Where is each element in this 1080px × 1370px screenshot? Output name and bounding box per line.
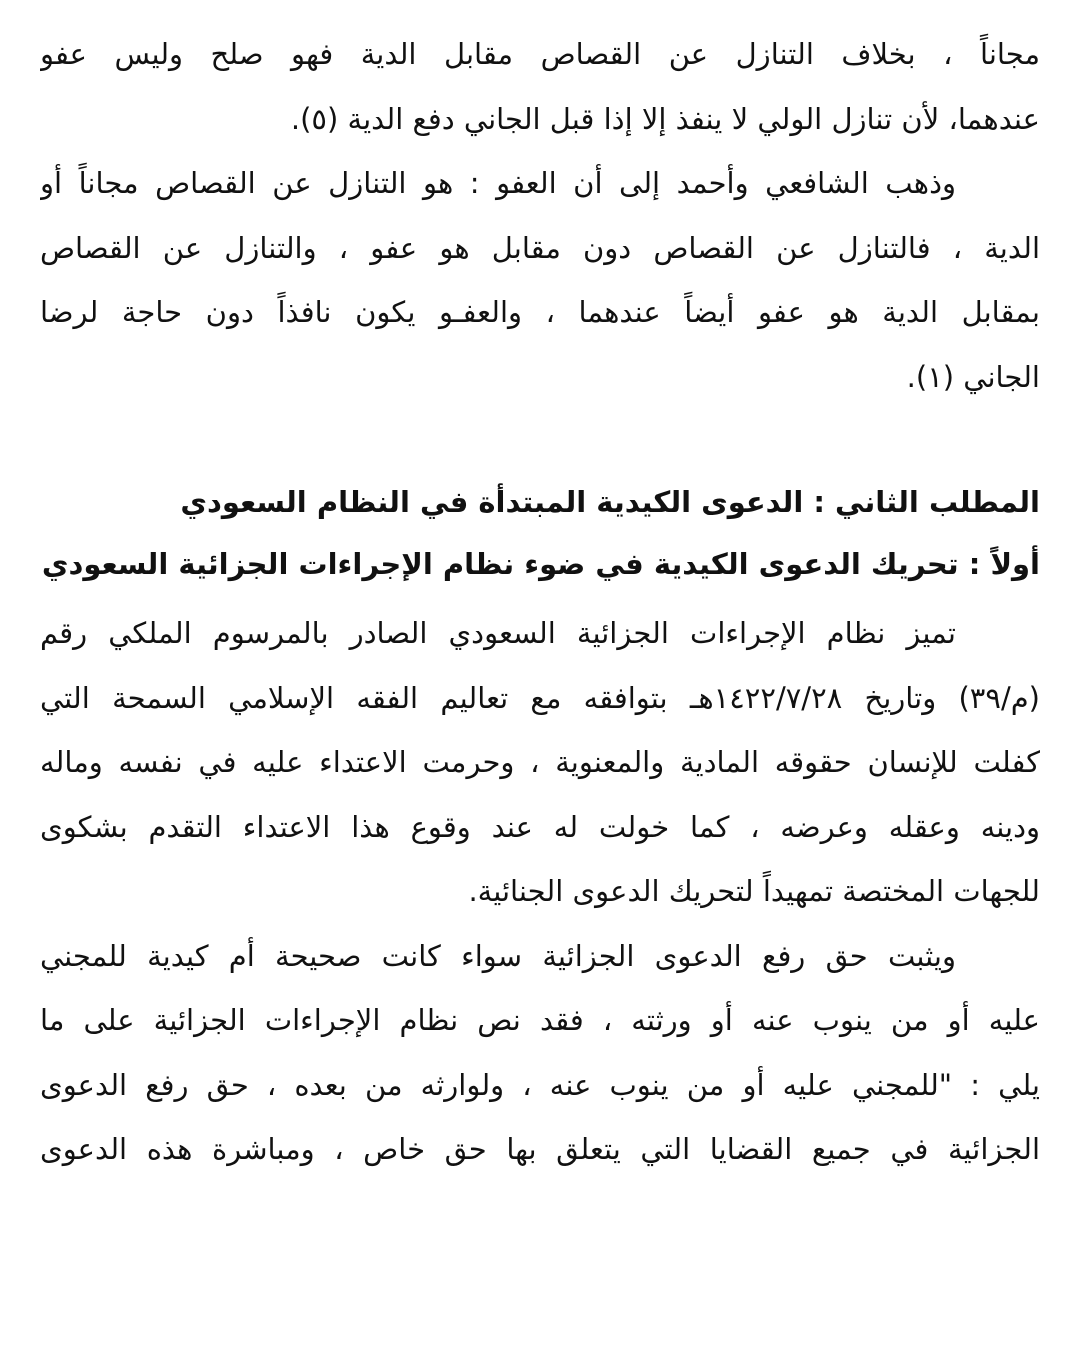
section-title: المطلب الثاني : الدعوى الكيدية المبتدأة في النظام السعودي <box>180 485 1040 519</box>
text-line: مجاناً ، بخلاف التنازل عن القصاص مقابل الدية فهو صلح وليس عفو <box>40 37 1040 71</box>
text-line: ودينه وعقله وعرضه ، كما خولت له عند وقوع هذا الاعتداء التقدم بشكوى <box>40 809 1040 844</box>
section-spacer <box>40 409 1040 467</box>
text-line: عندهما، لأن تنازل الولي لا ينفذ إلا إذا قبل الجاني دفع الدية (٥). <box>290 101 1040 136</box>
paragraph-continuation <box>40 22 1040 151</box>
subsection-title: أولاً : تحريك الدعوى الكيدية في ضوء نظام الإجراءات الجزائية السعودي <box>41 547 1040 581</box>
paragraph-procedures-law <box>40 601 1040 924</box>
text-line: (م/٣٩) وتاريخ ١٤٢٢/٧/٢٨هـ بتوافقه مع تعاليم الفقه الإسلامي السمحة التي <box>40 680 1040 715</box>
text-line: وذهب الشافعي وأحمد إلى أن العفو : هو التنازل عن القصاص مجاناً أو <box>40 166 956 200</box>
paragraph-shafii-ahmad <box>40 151 1040 409</box>
text-line: يلي : "للمجني عليه أو من ينوب عنه ، ولوارثه من بعده ، حق رفع الدعوى <box>40 1067 1040 1102</box>
text-line: الجزائية في جميع القضايا التي يتعلق بها حق خاص ، ومباشرة هذه الدعوى <box>40 1132 1040 1166</box>
text-line: تميز نظام الإجراءات الجزائية السعودي الصادر بالمرسوم الملكي رقم <box>40 616 956 650</box>
text-line: للجهات المختصة تمهيداً لتحريك الدعوى الجنائية. <box>468 874 1040 908</box>
text-line: الدية ، فالتنازل عن القصاص دون مقابل هو عفو ، والتنازل عن القصاص <box>40 230 1040 265</box>
text-line: ويثبت حق رفع الدعوى الجزائية سواء كانت صحيحة أم كيدية للمجني <box>40 938 956 973</box>
text-line: عليه أو من ينوب عنه أو ورثته ، فقد نص نظام الإجراءات الجزائية على ما <box>40 1003 1040 1037</box>
paragraph-right-to-sue <box>40 924 1040 1182</box>
document-page <box>40 22 1040 1182</box>
text-line: كفلت للإنسان حقوقه المادية والمعنوية ، وحرمت الاعتداء عليه في نفسه وماله <box>40 745 1040 779</box>
text-line: الجاني (١). <box>906 359 1040 394</box>
text-line: بمقابل الدية هو عفو أيضاً عندهما ، والعفـو يكون نافذاً دون حاجة لرضا <box>40 295 1040 329</box>
